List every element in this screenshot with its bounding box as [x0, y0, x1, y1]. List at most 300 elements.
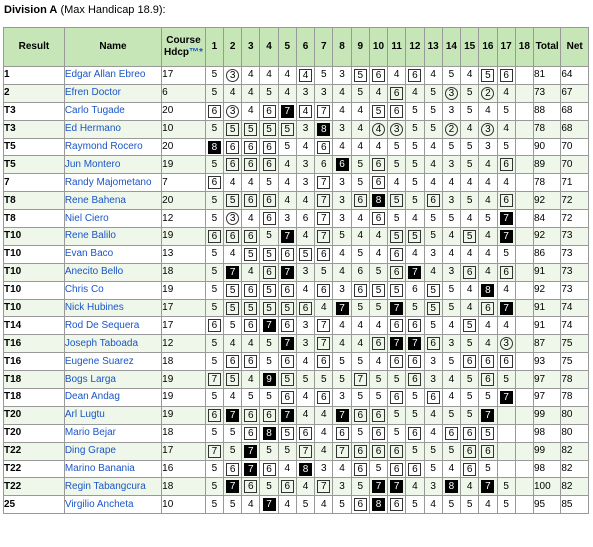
hole-score-cell	[461, 192, 479, 210]
player-name-link[interactable]: Niel Ciero	[64, 212, 109, 224]
player-name-link[interactable]: Mario Bejar	[64, 427, 116, 439]
hole-score-cell	[406, 84, 424, 102]
player-name-cell	[64, 460, 161, 478]
col-header-hole-4: 4	[260, 28, 278, 67]
player-name-link[interactable]: Raymond Rocero	[64, 141, 143, 152]
hdcp-header-line1: Course	[166, 35, 201, 46]
hole-score-cell	[388, 442, 406, 460]
hole-score-cell	[223, 317, 241, 335]
hole-score: 6	[481, 302, 494, 315]
hole-score-cell	[515, 442, 533, 460]
hole-score: 7	[317, 337, 330, 350]
hole-score-cell	[479, 245, 497, 263]
hole-score: 4	[302, 141, 309, 152]
hole-score: 7	[408, 337, 421, 350]
hole-score-cell	[461, 281, 479, 299]
hole-score: 4	[339, 319, 345, 331]
hole-score-cell	[424, 210, 442, 228]
hole-score-cell	[388, 138, 406, 156]
hole-score-cell	[497, 478, 515, 496]
hole-score: 5	[466, 391, 473, 403]
player-name-link[interactable]: Edgar Allan Ebreo	[64, 69, 146, 81]
hole-score-cell	[351, 460, 369, 478]
hole-score-cell	[242, 228, 260, 246]
hole-score: 5	[375, 302, 382, 314]
hole-score	[519, 389, 530, 401]
hole-score	[501, 425, 512, 437]
player-name-link[interactable]: Ding Grape	[64, 445, 116, 457]
hole-score-cell	[515, 174, 533, 192]
hole-score-cell	[479, 353, 497, 371]
hole-score-cell	[296, 281, 314, 299]
result-cell: T10	[4, 281, 65, 299]
hole-score: 6	[390, 248, 403, 261]
hole-score: 4	[503, 123, 509, 135]
hole-score-cell	[278, 120, 296, 138]
hole-score-cell	[424, 228, 442, 246]
player-name-link[interactable]: Marino Banania	[64, 463, 135, 475]
hole-score-cell	[351, 174, 369, 192]
player-name-cell	[64, 371, 161, 389]
hole-score	[519, 85, 530, 97]
player-name-link[interactable]: Regin Tabangcura	[64, 480, 146, 492]
hole-score: 5	[357, 391, 364, 403]
hole-score: 5	[412, 176, 418, 188]
player-name-link[interactable]: Randy Majometano	[64, 176, 152, 188]
hole-score-cell	[351, 263, 369, 281]
player-name-link[interactable]: Carlo Tugade	[64, 105, 125, 117]
hole-score-cell	[515, 478, 533, 496]
hole-score-cell	[497, 317, 515, 335]
hole-score-cell	[351, 317, 369, 335]
hole-score: 4	[448, 230, 455, 242]
hole-score-cell	[205, 210, 223, 228]
player-name-link[interactable]: Rene Balilo	[64, 230, 116, 242]
course-hdcp-cell: 18	[162, 424, 206, 442]
hole-score-cell	[333, 138, 351, 156]
hole-score: 7	[244, 445, 257, 458]
net-cell: 73	[561, 281, 589, 299]
hole-score-cell	[461, 263, 479, 281]
hole-score-cell	[461, 389, 479, 407]
hole-score: 4	[503, 176, 509, 188]
hole-score-cell	[351, 228, 369, 246]
course-hdcp-cell: 19	[162, 389, 206, 407]
hole-score-cell	[497, 496, 515, 514]
hole-score: 4	[248, 105, 254, 117]
hole-score-cell	[497, 228, 515, 246]
result-cell: T3	[4, 102, 65, 120]
hole-score: 4	[339, 248, 345, 260]
hole-score-cell	[351, 138, 369, 156]
hole-score: 4	[357, 105, 364, 117]
hole-score: 4	[448, 248, 455, 260]
hole-score: 4	[430, 266, 436, 278]
hole-score: 5	[211, 480, 218, 492]
player-name-link[interactable]: Rod De Sequera	[64, 319, 140, 331]
hole-score-cell	[315, 138, 333, 156]
hole-score: 3	[320, 463, 327, 475]
hole-score-cell	[351, 442, 369, 460]
hole-score	[501, 461, 512, 473]
hole-score: 7	[263, 498, 276, 511]
hole-score: 6	[372, 337, 385, 350]
hole-score-cell	[260, 317, 278, 335]
hole-score	[501, 443, 512, 455]
hole-score-cell	[442, 120, 460, 138]
hole-score: 6	[427, 194, 440, 207]
hole-score: 2	[481, 87, 494, 100]
hole-score-cell	[497, 138, 515, 156]
hdcp-header-line2: Hdcp	[164, 47, 189, 58]
hole-score-cell	[296, 67, 314, 85]
hole-score-cell	[461, 84, 479, 102]
hole-score-cell	[223, 389, 241, 407]
player-name-cell	[64, 281, 161, 299]
hole-score: 6	[500, 355, 513, 368]
player-name-cell	[64, 406, 161, 424]
hole-score: 5	[375, 373, 382, 385]
hole-score-cell	[442, 389, 460, 407]
hole-score: 6	[372, 427, 385, 440]
hole-score: 5	[448, 355, 455, 367]
hole-score-cell	[205, 335, 223, 353]
hole-score: 5	[375, 391, 382, 403]
hole-score-cell	[515, 371, 533, 389]
hole-score: 4	[375, 230, 382, 242]
hole-score-cell	[461, 138, 479, 156]
table-row	[4, 371, 589, 389]
player-name-link[interactable]: Jun Montero	[64, 158, 121, 170]
hole-score-cell	[479, 192, 497, 210]
hole-score: 6	[208, 176, 221, 189]
hole-score-cell	[333, 281, 351, 299]
hole-score-cell	[442, 228, 460, 246]
hole-score: 6	[372, 158, 385, 171]
hole-score: 5	[357, 176, 364, 188]
hole-score: 7	[317, 212, 330, 225]
hole-score: 5	[226, 123, 239, 136]
hole-score-cell	[424, 120, 442, 138]
hole-score: 5	[393, 141, 400, 152]
player-name-cell	[64, 84, 161, 102]
hole-score-cell	[461, 245, 479, 263]
hole-score: 6	[463, 445, 476, 458]
hole-score-cell	[388, 317, 406, 335]
hole-score: 5	[448, 141, 455, 152]
player-name-link[interactable]: Virgilio Ancheta	[64, 498, 134, 510]
hole-score-cell	[515, 317, 533, 335]
hole-score-cell	[369, 460, 387, 478]
hole-score: 5	[357, 87, 364, 99]
hole-score-cell	[388, 496, 406, 514]
player-name-link[interactable]: Eugene Suarez	[64, 355, 134, 367]
result-cell: T14	[4, 317, 65, 335]
hole-score: 4	[466, 176, 473, 188]
hole-score: 3	[302, 158, 309, 170]
total-cell: 99	[533, 442, 560, 460]
hole-score-cell	[205, 281, 223, 299]
hole-score-cell	[260, 228, 278, 246]
hole-score-cell	[497, 389, 515, 407]
hole-score-cell	[442, 317, 460, 335]
hole-score: 3	[390, 123, 403, 136]
hole-score-cell	[242, 281, 260, 299]
hole-score: 4	[466, 212, 473, 224]
hole-score: 3	[448, 266, 455, 278]
hole-score: 6	[500, 194, 513, 207]
hole-score-cell	[461, 406, 479, 424]
net-cell: 78	[561, 371, 589, 389]
hole-score-cell	[333, 245, 351, 263]
hole-score: 6	[412, 284, 418, 296]
hole-score: 6	[226, 158, 239, 171]
hole-score-cell	[388, 67, 406, 85]
hole-score: 5	[357, 427, 364, 439]
hole-score-cell	[497, 371, 515, 389]
hole-score-cell	[296, 120, 314, 138]
hole-score	[519, 497, 530, 509]
hole-score: 7	[500, 391, 513, 404]
course-hdcp-cell: 19	[162, 281, 206, 299]
hole-score-cell	[388, 389, 406, 407]
col-header-hole-11: 11	[388, 28, 406, 67]
hole-score-cell	[333, 174, 351, 192]
hole-score-cell	[388, 120, 406, 138]
course-hdcp-cell: 7	[162, 174, 206, 192]
hole-score-cell	[278, 281, 296, 299]
hole-score: 6	[354, 194, 367, 207]
hole-score: 5	[211, 87, 218, 99]
col-header-net: Net	[561, 28, 589, 67]
hole-score-cell	[296, 371, 314, 389]
hole-score-cell	[424, 67, 442, 85]
net-cell: 75	[561, 335, 589, 353]
hole-score-cell	[278, 84, 296, 102]
hole-score: 5	[226, 194, 239, 207]
hole-score: 4	[375, 141, 382, 152]
player-name-link[interactable]: Chris Co	[64, 284, 104, 296]
hole-score-cell	[497, 442, 515, 460]
hole-score-cell	[223, 174, 241, 192]
player-name-link[interactable]: Arl Lugtu	[64, 409, 105, 421]
hole-score-cell	[315, 174, 333, 192]
table-row	[4, 317, 589, 335]
hole-score-cell	[333, 496, 351, 514]
hole-score-cell	[296, 353, 314, 371]
hole-score: 4	[302, 391, 309, 403]
hole-score: 3	[339, 176, 345, 188]
hole-score: 6	[263, 158, 276, 171]
hole-score: 6	[281, 391, 294, 404]
hole-score-cell	[315, 424, 333, 442]
hole-score-cell	[461, 174, 479, 192]
hole-score-cell	[369, 84, 387, 102]
total-cell: 99	[533, 406, 560, 424]
hole-score-cell	[442, 156, 460, 174]
hole-score: 4	[284, 69, 291, 81]
hole-score-cell	[406, 67, 424, 85]
hole-score: 6	[244, 158, 257, 171]
hole-score: 6	[317, 141, 330, 154]
result-cell: T20	[4, 406, 65, 424]
player-name-link[interactable]: Efren Doctor	[64, 87, 121, 99]
hole-score: 7	[500, 212, 513, 225]
total-cell: 92	[533, 192, 560, 210]
hole-score: 5	[357, 302, 364, 314]
hole-score: 6	[463, 266, 476, 279]
hole-score: 4	[248, 337, 254, 349]
hole-score-cell	[278, 335, 296, 353]
hole-score-cell	[205, 406, 223, 424]
hole-score-cell	[242, 317, 260, 335]
hole-score: 4	[320, 302, 327, 314]
hole-score-cell	[315, 281, 333, 299]
hole-score-cell	[351, 210, 369, 228]
hole-score-cell	[260, 335, 278, 353]
hole-score: 7	[226, 409, 239, 422]
player-name-link[interactable]: Nick Hubines	[64, 302, 124, 314]
player-name-cell	[64, 156, 161, 174]
player-name-link[interactable]: Anecito Bello	[64, 266, 124, 278]
hole-score-cell	[242, 299, 260, 317]
hole-score: 4	[266, 69, 272, 81]
hole-score-cell	[442, 84, 460, 102]
hole-score: 6	[481, 373, 494, 386]
hole-score: 5	[412, 141, 418, 152]
hole-score: 7	[390, 480, 403, 493]
hole-score: 7	[208, 445, 221, 458]
hole-score: 6	[408, 373, 421, 386]
hole-score: 5	[266, 87, 272, 99]
hdcp-trademark-link[interactable]: ™*	[189, 47, 203, 58]
results-body	[4, 67, 589, 514]
hole-score-cell	[479, 335, 497, 353]
hole-score: 7	[208, 373, 221, 386]
hole-score-cell	[406, 138, 424, 156]
hole-score: 6	[354, 445, 367, 458]
hole-score: 6	[463, 427, 476, 440]
hole-score: 6	[408, 69, 421, 82]
hole-score: 5	[393, 212, 400, 224]
hole-score-cell	[242, 371, 260, 389]
hole-score: 6	[336, 158, 349, 171]
hole-score-cell	[205, 263, 223, 281]
hole-score: 5	[448, 409, 455, 421]
hole-score-cell	[424, 442, 442, 460]
hole-score-cell	[497, 67, 515, 85]
player-name-link[interactable]: Bogs Larga	[64, 373, 116, 385]
hole-score: 5	[390, 194, 403, 207]
hole-score-cell	[515, 335, 533, 353]
hole-score: 7	[336, 302, 349, 315]
hole-score: 6	[208, 319, 221, 332]
player-name-link[interactable]: Evan Baco	[64, 248, 114, 260]
hole-score-cell	[461, 317, 479, 335]
course-hdcp-cell: 19	[162, 371, 206, 389]
hole-score	[519, 354, 530, 366]
hole-score: 4	[284, 158, 291, 170]
player-name-link[interactable]: Joseph Taboada	[64, 337, 139, 349]
hole-score: 6	[357, 266, 364, 278]
result-cell: T20	[4, 424, 65, 442]
hole-score-cell	[333, 335, 351, 353]
hole-score-cell	[205, 174, 223, 192]
hole-score-cell	[497, 281, 515, 299]
hole-score: 7	[299, 445, 312, 458]
hole-score-cell	[497, 245, 515, 263]
hole-score-cell	[351, 335, 369, 353]
hole-score: 5	[430, 463, 436, 475]
hole-score: 4	[302, 409, 309, 421]
col-header-hole-17: 17	[497, 28, 515, 67]
player-name-cell	[64, 138, 161, 156]
hole-score: 6	[317, 284, 330, 297]
net-cell: 78	[561, 389, 589, 407]
hole-score-cell	[333, 120, 351, 138]
player-name-cell	[64, 317, 161, 335]
hole-score-cell	[205, 371, 223, 389]
player-name-link[interactable]: Dean Andag	[64, 391, 120, 403]
hole-score-cell	[406, 174, 424, 192]
player-name-link[interactable]: Rene Bahena	[64, 194, 126, 206]
total-cell: 91	[533, 317, 560, 335]
hole-score-cell	[296, 317, 314, 335]
hole-score: 4	[339, 87, 345, 99]
hole-score: 5	[263, 123, 276, 136]
hole-score	[519, 228, 530, 240]
col-header-hole-13: 13	[424, 28, 442, 67]
hole-score-cell	[205, 67, 223, 85]
hole-score: 5	[244, 248, 257, 261]
table-row	[4, 67, 589, 85]
hole-score	[519, 443, 530, 455]
hole-score	[519, 175, 530, 187]
player-name-link[interactable]: Ed Hermano	[64, 123, 121, 135]
hole-score: 4	[229, 87, 236, 99]
hole-score	[519, 300, 530, 312]
hole-score-cell	[333, 371, 351, 389]
hole-score-cell	[461, 496, 479, 514]
hole-score-cell	[497, 335, 515, 353]
net-cell: 80	[561, 424, 589, 442]
course-hdcp-cell: 6	[162, 84, 206, 102]
hole-score: 5	[466, 87, 473, 99]
hole-score: 6	[299, 427, 312, 440]
hole-score: 4	[320, 409, 327, 421]
hole-score-cell	[315, 210, 333, 228]
hole-score: 5	[281, 123, 294, 136]
hole-score: 6	[390, 445, 403, 458]
hole-score-cell	[278, 192, 296, 210]
hole-score-cell	[424, 84, 442, 102]
hole-score: 3	[302, 87, 309, 99]
hole-score: 4	[430, 69, 436, 81]
table-row	[4, 174, 589, 192]
hole-score: 4	[284, 498, 291, 510]
total-cell: 78	[533, 120, 560, 138]
hole-score-cell	[205, 496, 223, 514]
hole-score-cell	[479, 210, 497, 228]
hole-score: 6	[226, 230, 239, 243]
player-name-cell	[64, 424, 161, 442]
net-cell: 72	[561, 192, 589, 210]
net-cell: 67	[561, 84, 589, 102]
table-row	[4, 138, 589, 156]
hole-score: 5	[485, 212, 491, 224]
hole-score-cell	[406, 406, 424, 424]
course-hdcp-cell: 20	[162, 138, 206, 156]
